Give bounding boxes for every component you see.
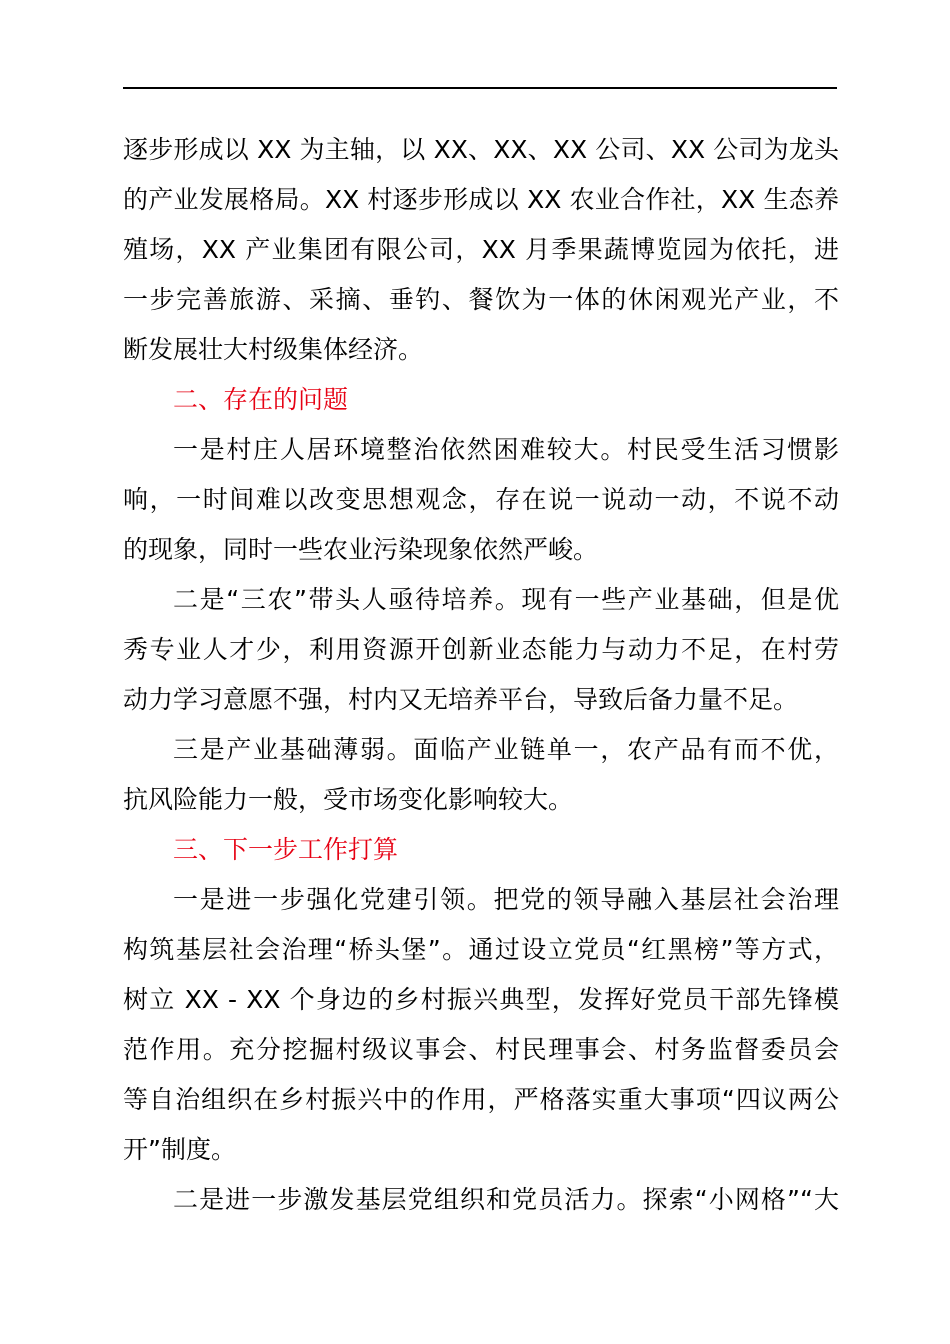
body-line: 逐步形成以 XX 为主轴，以 XX、XX、XX 公司、XX 公司为龙头 <box>123 135 839 164</box>
body-line: 开”制度。 <box>123 1135 236 1164</box>
body-line: 一步完善旅游、采摘、垂钓、餐饮为一体的休闲观光产业，不 <box>123 285 839 314</box>
body-line: 殖场，XX 产业集团有限公司，XX 月季果蔬博览园为依托，进 <box>123 235 839 264</box>
section-heading-next-steps: 三、下一步工作打算 <box>173 835 399 864</box>
paragraph-first-line: 一是进一步强化党建引领。把党的领导融入基层社会治理 <box>173 885 839 914</box>
body-line: 断发展壮大村级集体经济。 <box>123 335 424 364</box>
body-line: 树立 XX - XX 个身边的乡村振兴典型，发挥好党员干部先锋模 <box>123 985 839 1014</box>
body-line: 构筑基层社会治理“桥头堡”。通过设立党员“红黑榜”等方式， <box>123 935 839 964</box>
body-line: 动力学习意愿不强，村内又无培养平台，导致后备力量不足。 <box>123 685 799 714</box>
body-line: 响，一时间难以改变思想观念，存在说一说动一动，不说不动 <box>123 485 839 514</box>
body-line: 的现象，同时一些农业污染现象依然严峻。 <box>123 535 599 564</box>
body-line: 范作用。充分挖掘村级议事会、村民理事会、村务监督委员会 <box>123 1035 839 1064</box>
body-line: 等自治组织在乡村振兴中的作用，严格落实重大事项“四议两公 <box>123 1085 839 1114</box>
paragraph-first-line: 一是村庄人居环境整治依然困难较大。村民受生活习惯影 <box>173 435 839 464</box>
header-rule <box>123 87 837 89</box>
body-line: 秀专业人才少，利用资源开创新业态能力与动力不足，在村劳 <box>123 635 839 664</box>
section-heading-problems: 二、存在的问题 <box>173 385 349 414</box>
body-line: 抗风险能力一般，受市场变化影响较大。 <box>123 785 574 814</box>
body-line: 的产业发展格局。XX 村逐步形成以 XX 农业合作社，XX 生态养 <box>123 185 839 214</box>
paragraph-first-line: 三是产业基础薄弱。面临产业链单一，农产品有而不优， <box>173 735 839 764</box>
paragraph-first-line: 二是“三农”带头人亟待培养。现有一些产业基础，但是优 <box>173 585 839 614</box>
paragraph-first-line: 二是进一步激发基层党组织和党员活力。探索“小网格”“大 <box>173 1185 839 1214</box>
document-body <box>123 125 839 1225</box>
